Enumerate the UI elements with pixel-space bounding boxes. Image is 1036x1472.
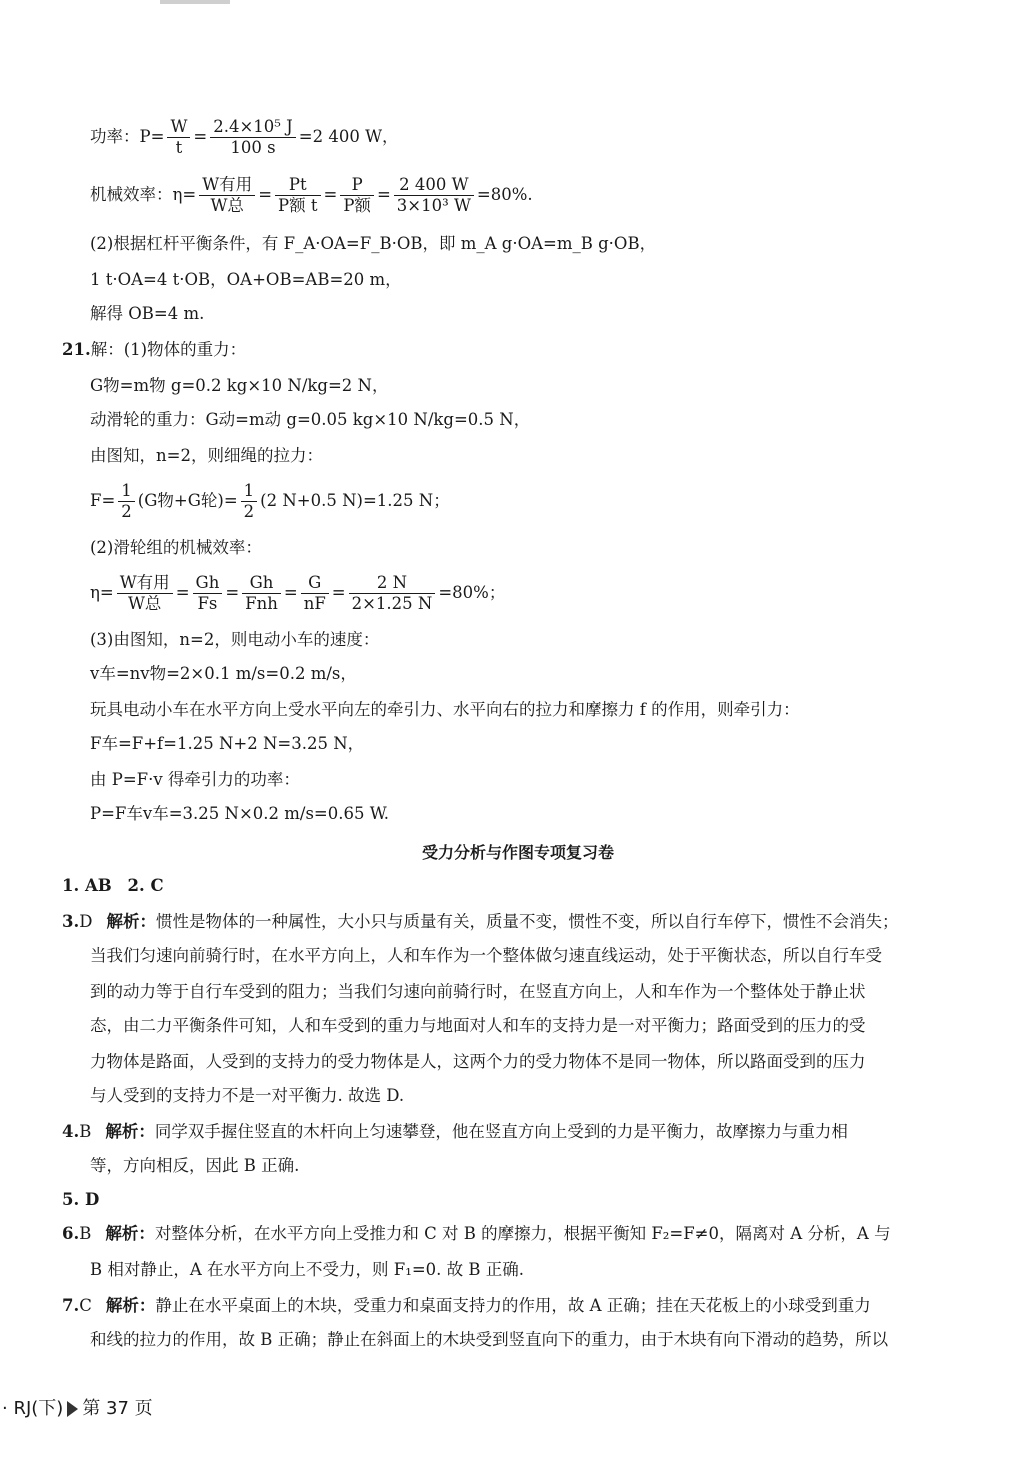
formula-tail: =80%； <box>438 583 506 602</box>
q4-line-1 <box>62 1120 848 1144</box>
q6-line-2: B 相对静止，A 在水平方向上不受力，则 F₁=0. 故 B 正确. <box>90 1260 525 1279</box>
frac-num: 2.4×10⁵ J <box>210 117 296 138</box>
frac-den: W总 <box>127 594 162 613</box>
q21-line-10: 玩具电动小车在水平方向上受水平向左的牵引力、水平向右的拉力和摩擦力 f 的作用，则牵引力： <box>90 700 800 719</box>
fraction <box>301 573 329 614</box>
frac-num: W <box>167 117 190 138</box>
page-footer <box>2 1394 153 1420</box>
answer-choice: D <box>79 912 93 931</box>
fraction <box>241 481 258 522</box>
formula-prefix: η= <box>90 583 114 602</box>
q21-line-4: 由图知，n=2，则细绳的拉力： <box>90 446 323 465</box>
q3-line-4: 态，由二力平衡条件可知，人和车受到的重力与地面对人和车的支持力是一对平衡力；路面受到的压力的受 <box>90 1016 866 1035</box>
formula-tail: (2 N+0.5 N)=1.25 N； <box>260 491 450 510</box>
lever-line-1: (2)根据杠杆平衡条件，有 F_A·OA=F_B·OB，即 m_A g·OA=m_B g·OB， <box>90 234 657 253</box>
q7-line-1 <box>62 1294 871 1318</box>
frac-den: t <box>175 138 183 157</box>
question-number: 21. <box>62 340 91 359</box>
fraction <box>275 175 320 216</box>
power-label: 功率： <box>90 127 140 146</box>
formula-prefix: F= <box>90 491 116 510</box>
q21-text: 解：(1)物体的重力： <box>90 340 247 359</box>
frac-den: Fnh <box>245 594 278 613</box>
answer-1: 1. AB <box>62 876 112 895</box>
q21-line-11: F车=F+f=1.25 N+2 N=3.25 N， <box>90 734 365 753</box>
frac-den: P额 <box>343 196 371 215</box>
q6-text: 对整体分析，在水平方向上受推力和 C 对 B 的摩擦力，根据平衡知 F₂=F≠0，隔离对 A 分析，A 与 <box>154 1224 891 1243</box>
answers-1-2 <box>62 874 164 898</box>
efficiency-formula: 机械效率：η= $\frac{\text{W有用}}{\text{W总}}$ = $\frac{Pt}{\text{P额 t}}$ = $\frac{P}{\text{P额}}$ = $\frac{2 400 W}{\text{3×10³ W}}$ =80%. <box>90 175 533 215</box>
fraction <box>117 573 173 614</box>
frac-num: P <box>340 175 374 196</box>
page-number: 第 37 页 <box>82 1398 153 1419</box>
frac-num: 2 400 W <box>394 175 474 196</box>
answer-2: 2. C <box>127 876 164 895</box>
answer-5: 5. D <box>62 1190 100 1209</box>
frac-den: nF <box>303 594 326 613</box>
fraction <box>349 573 436 614</box>
q7-text: 静止在水平桌面上的木块，受重力和桌面支持力的作用，故 A 正确；挂在天花板上的小球受到重力 <box>155 1296 871 1315</box>
fraction <box>193 573 223 614</box>
frac-num: 1 <box>241 481 258 502</box>
triangle-arrow-icon <box>67 1401 78 1417</box>
fraction <box>340 175 374 216</box>
lever-line-2: 1 t·OA=4 t·OB，OA+OB=AB=20 m， <box>90 270 402 289</box>
frac-num: Gh <box>193 573 223 594</box>
power-eq: P= <box>139 127 165 146</box>
frac-den: 3×10³ W <box>396 196 471 215</box>
q3-line-5: 力物体是路面，人受到的支持力的受力物体是人，这两个力的受力物体不是同一物体，所以路面受到的压力 <box>90 1052 866 1071</box>
q21-force-formula <box>90 478 450 524</box>
frac-num: 1 <box>118 481 135 502</box>
answer-choice: C <box>79 1296 92 1315</box>
frac-den: W总 <box>210 196 244 215</box>
power-result: =2 400 W， <box>298 127 399 146</box>
frac-den: 100 s <box>230 138 276 157</box>
analysis-tag: 解析： <box>106 912 156 931</box>
fraction <box>118 481 135 522</box>
question-number: 4. <box>62 1122 80 1141</box>
eff-label: 机械效率：η= <box>90 185 197 204</box>
frac-num: Pt <box>275 175 320 196</box>
formula-mid: (G物+G轮)= <box>137 491 238 510</box>
frac-num: W有用 <box>199 175 255 196</box>
q21-line-1 <box>62 338 246 362</box>
q21-line-12: 由 P=F·v 得牵引力的功率： <box>90 770 300 789</box>
analysis-tag: 解析： <box>105 1122 155 1141</box>
answer-choice: B <box>79 1122 92 1141</box>
q21-line-3: 动滑轮的重力：G动=m动 g=0.05 kg×10 N/kg=0.5 N， <box>90 410 531 429</box>
fraction <box>210 117 296 158</box>
q21-line-2: G物=m物 g=0.2 kg×10 N/kg=2 N， <box>90 376 389 395</box>
frac-den: 2 <box>243 502 255 521</box>
edition-label: · RJ(下) <box>2 1398 64 1419</box>
fraction <box>242 573 281 614</box>
power-formula: 功率：P= $\frac{W}{t}$ = $\frac{\text{2.4×10⁵ J}}{100 s}$ =2 400 W， <box>90 117 399 157</box>
fraction <box>167 117 190 158</box>
q4-text: 同学双手握住竖直的木杆向上匀速攀登，他在竖直方向上受到的力是平衡力，故摩擦力与重力相 <box>154 1122 848 1141</box>
frac-num: 2 N <box>349 573 436 594</box>
q21-line-9: v车=nv物=2×0.1 m/s=0.2 m/s， <box>90 664 357 683</box>
q7-line-2: 和线的拉力的作用，故 B 正确；静止在斜面上的木块受到竖直向下的重力，由于木块有向下滑动的趋势，所以 <box>90 1330 889 1349</box>
frac-num: W有用 <box>117 573 173 594</box>
q3-line-3: 到的动力等于自行车受到的阻力；当我们匀速向前骑行时，在竖直方向上，人和车作为一个整体处于静止状 <box>90 982 866 1001</box>
frac-den: Fs <box>197 594 218 613</box>
q6-line-1 <box>62 1222 891 1246</box>
frac-den: 2×1.25 N <box>351 594 433 613</box>
lever-line-3: 解得 OB=4 m. <box>90 304 205 323</box>
q21-efficiency-formula: η= $\frac{\text{W有用}}{\text{W总}}$ = $\frac{Gh}{Fs}$ = $\frac{Gh}{\text{Fnh}}$ = $\frac{G}{nF}$ = $\frac{2 N}{2\times 1.25 N}$ =80%； <box>90 573 506 613</box>
fraction <box>394 175 474 216</box>
frac-num: Gh <box>242 573 281 594</box>
answer-choice: B <box>79 1224 92 1243</box>
q3-line-1 <box>62 910 898 934</box>
q21-line-6: (2)滑轮组的机械效率： <box>90 538 262 557</box>
q3-line-2: 当我们匀速向前骑行时，在水平方向上，人和车作为一个整体做匀速直线运动，处于平衡状态，所以自行车受 <box>90 946 882 965</box>
q3-text: 惯性是物体的一种属性，大小只与质量有关，质量不变，惯性不变，所以自行车停下，惯性不会消失； <box>155 912 899 931</box>
frac-num: G <box>301 573 329 594</box>
q3-line-6: 与人受到的支持力不是一对平衡力. 故选 D. <box>90 1086 405 1105</box>
fraction <box>199 175 255 216</box>
question-number: 6. <box>62 1224 80 1243</box>
eff-result: =80%. <box>476 185 533 204</box>
section-title: 受力分析与作图专项复习卷 <box>421 843 614 862</box>
question-number: 7. <box>62 1296 80 1315</box>
q21-line-8: (3)由图知，n=2，则电动小车的速度： <box>90 630 380 649</box>
question-number: 3. <box>62 912 80 931</box>
frac-den: 2 <box>121 502 132 521</box>
scan-artifact <box>160 0 230 4</box>
q4-line-2: 等，方向相反，因此 B 正确. <box>90 1156 300 1175</box>
analysis-tag: 解析： <box>105 1224 155 1243</box>
analysis-tag: 解析： <box>105 1296 156 1315</box>
frac-den: P额 t <box>278 196 318 215</box>
q21-line-13: P=F车v车=3.25 N×0.2 m/s=0.65 W. <box>90 804 390 823</box>
